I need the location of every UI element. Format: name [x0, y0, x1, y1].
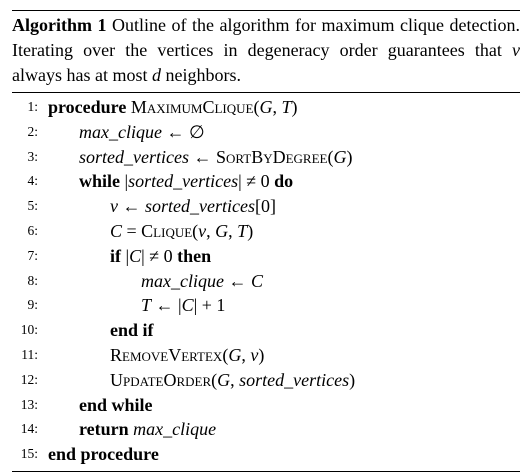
code-text: ) — [291, 97, 298, 117]
keyword: end while — [79, 394, 153, 415]
caption-text-c: neighbors. — [160, 65, 241, 85]
line-code — [110, 194, 276, 219]
variable: G — [217, 369, 231, 390]
algorithm-line — [12, 393, 520, 418]
code-text: , — [228, 220, 238, 241]
line-number: 4: — [27, 173, 38, 189]
variable: C — [250, 270, 263, 291]
line-number: 13: — [20, 396, 38, 412]
line-number: 3: — [27, 148, 38, 164]
line-number: 12: — [20, 371, 38, 387]
line-code — [110, 244, 211, 269]
line-code — [79, 120, 205, 145]
algorithm-line — [12, 368, 520, 393]
function-name: SortByDegree — [215, 146, 328, 167]
variable: v — [250, 344, 259, 365]
line-code — [110, 343, 264, 368]
keyword: return — [79, 419, 129, 440]
keyword: end if — [110, 320, 154, 341]
algorithm-line — [12, 244, 520, 269]
line-number: 14: — [20, 421, 38, 437]
code-text: ← ∅ — [161, 121, 205, 142]
line-code — [141, 293, 225, 318]
keyword: end procedure — [48, 444, 159, 465]
code-text: [0] — [254, 196, 276, 217]
line-code — [141, 269, 263, 294]
line-number: 15: — [20, 446, 38, 462]
code-text: , — [272, 97, 282, 117]
line-code — [110, 318, 154, 343]
line-code — [110, 368, 355, 393]
line-number: 6: — [27, 222, 38, 238]
code-text: ( — [327, 146, 334, 167]
line-code — [79, 145, 352, 170]
algorithm-line — [12, 318, 520, 343]
variable: C — [129, 245, 142, 266]
code-text: | ≠ 0 — [141, 245, 178, 266]
line-number: 10: — [20, 322, 38, 338]
algorithm-line — [12, 293, 520, 318]
function-name: MaximumClique — [130, 97, 254, 117]
code-text: , — [206, 220, 216, 241]
variable: v — [198, 220, 207, 241]
algorithm-line — [12, 417, 520, 442]
code-text: ( — [192, 220, 199, 241]
line-number: 7: — [27, 247, 38, 263]
algorithm-line — [12, 95, 520, 120]
caption-text-b: always has at most — [12, 65, 152, 85]
code-text: | + 1 — [193, 295, 226, 316]
line-number: 1: — [27, 99, 38, 114]
bottom-rule — [12, 471, 520, 472]
line-number: 8: — [27, 272, 38, 288]
variable: G — [215, 220, 229, 241]
code-text: | — [121, 245, 130, 266]
variable: T — [281, 97, 292, 117]
algorithm-line — [12, 442, 520, 467]
code-text: , — [230, 369, 240, 390]
variable: max_clique — [79, 121, 162, 142]
line-number: 5: — [27, 198, 38, 214]
line-number: 11: — [21, 346, 38, 362]
function-name: Clique — [141, 220, 193, 241]
caption-var-d: d — [151, 65, 161, 85]
caption-text-a: Outline of the algorithm for maximum clique detection. Iterating over the vertices in degeneracy order guarantees that — [12, 15, 520, 60]
line-number: 9: — [27, 297, 38, 313]
variable: G — [259, 97, 273, 117]
algorithm-label: Algorithm 1 — [12, 15, 107, 35]
algorithm-line — [12, 120, 520, 145]
algorithm-line — [12, 169, 520, 194]
variable: sorted_vertices — [145, 196, 255, 217]
variable: C — [110, 220, 123, 241]
algorithm-line — [12, 219, 520, 244]
variable: T — [237, 220, 248, 241]
code-text: , — [241, 344, 251, 365]
code-text: ) — [346, 146, 353, 167]
code-text: ← | — [151, 295, 182, 316]
code-text: ) — [349, 369, 356, 390]
variable: v — [110, 196, 118, 217]
line-number: 2: — [27, 123, 38, 139]
variable: G — [228, 344, 242, 365]
algorithm-line — [12, 145, 520, 170]
code-text: ( — [222, 344, 229, 365]
variable: G — [333, 146, 347, 167]
variable: C — [181, 295, 194, 316]
line-code — [48, 442, 159, 467]
variable: sorted_vertices — [79, 146, 189, 167]
algorithm-line — [12, 194, 520, 219]
code-text: ) — [258, 344, 265, 365]
algorithm-lines — [12, 93, 520, 467]
algorithm-line — [12, 343, 520, 368]
algorithm-caption — [12, 11, 520, 92]
function-name: UpdateOrder — [110, 369, 212, 390]
line-code — [79, 393, 153, 418]
keyword: if — [110, 245, 121, 266]
code-text: | ≠ 0 — [238, 171, 275, 192]
keyword: then — [177, 245, 212, 266]
variable: max_clique — [133, 419, 217, 440]
code-text: ← — [188, 146, 216, 167]
keyword: procedure — [48, 97, 127, 117]
variable: max_clique — [141, 270, 224, 291]
variable: sorted_vertices — [239, 369, 350, 390]
variable: T — [141, 295, 152, 316]
line-code — [110, 219, 253, 244]
function-name: RemoveVertex — [110, 344, 223, 365]
line-code — [79, 169, 293, 194]
caption-var-v: v — [512, 40, 520, 60]
algorithm-block — [12, 0, 520, 472]
code-text: ( — [253, 97, 260, 117]
algorithm-line — [12, 269, 520, 294]
variable: sorted_vertices — [128, 171, 239, 192]
code-text: = — [122, 220, 142, 241]
code-text: ) — [247, 220, 254, 241]
code-text: ← — [223, 270, 251, 291]
keyword: do — [274, 171, 294, 192]
line-code — [79, 417, 216, 442]
line-code — [48, 95, 297, 120]
code-text: | — [120, 171, 129, 192]
code-text: ← — [118, 196, 145, 217]
keyword: while — [79, 171, 121, 192]
code-text: ( — [211, 369, 218, 390]
